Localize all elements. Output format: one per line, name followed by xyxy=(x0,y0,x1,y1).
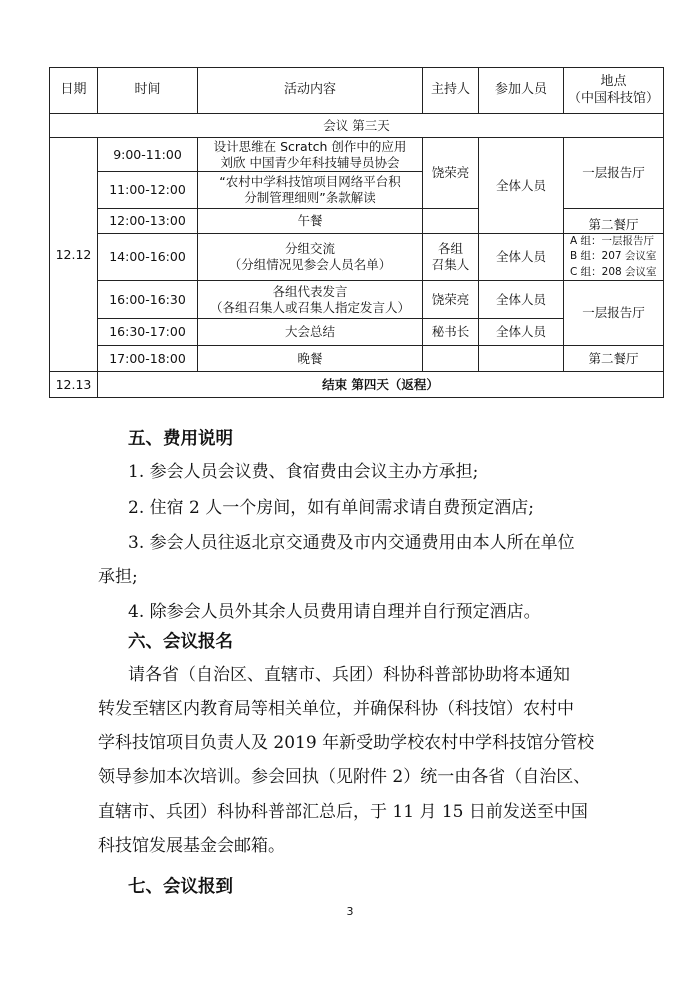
time-cell: 16:00-16:30 xyxy=(98,281,198,319)
time-cell: 11:00-12:00 xyxy=(98,172,198,209)
activity-cell: 分组交流 （分组情况见参会人员名单） xyxy=(198,234,423,281)
section6-line-3: 学科技馆项目负责人及 2019 年新受助学校农村中学科技馆分管校 xyxy=(98,733,595,753)
section5-item-2: 2. 住宿 2 人一个房间，如有单间需求请自费预定酒店; xyxy=(128,498,534,518)
time-cell: 17:00-18:00 xyxy=(98,346,198,372)
activity-cell: 午餐 xyxy=(198,209,423,234)
location-cell: 第二餐厅 xyxy=(564,346,664,372)
host-cell: 秘书长 xyxy=(423,319,479,346)
section5-item-1: 1. 参会人员会议费、食宿费由会议主办方承担; xyxy=(128,462,479,482)
section6-line-6: 科技馆发展基金会邮箱。 xyxy=(98,836,285,856)
section5-item-4: 4. 除参会人员外其余人员费用请自理并自行预定酒店。 xyxy=(128,602,541,622)
participants-cell-empty xyxy=(479,346,564,372)
table-row xyxy=(50,114,664,138)
time-cell: 9:00-11:00 xyxy=(98,138,198,172)
table-row xyxy=(50,372,664,398)
table-row xyxy=(50,138,664,172)
time-cell: 14:00-16:00 xyxy=(98,234,198,281)
location-cell: 一层报告厅 xyxy=(564,281,664,346)
host-cell: 饶荣亮 xyxy=(423,281,479,319)
participants-cell: 全体人员 xyxy=(479,234,564,281)
activity-cell: 各组代表发言 （各组召集人或召集人指定发言人） xyxy=(198,281,423,319)
section6-line-5: 直辖市、兵团）科协科普部汇总后，于 11 月 15 日前发送至中国 xyxy=(98,802,588,822)
table-row xyxy=(50,209,664,234)
section5-heading: 五、费用说明 xyxy=(128,429,233,449)
header-date: 日期 xyxy=(50,68,98,114)
schedule-table xyxy=(49,67,664,398)
table-header-row xyxy=(50,68,664,114)
header-host: 主持人 xyxy=(423,68,479,114)
time-cell: 16:30-17:00 xyxy=(98,319,198,346)
section6-line-2: 转发至辖区内教育局等相关单位，并确保科协（科技馆）农村中 xyxy=(98,699,574,719)
participants-cell: 全体人员 xyxy=(479,281,564,319)
header-location: 地点 （中国科技馆） xyxy=(564,68,664,114)
table-row xyxy=(50,234,664,281)
time-cell: 12:00-13:00 xyxy=(98,209,198,234)
page-number: 3 xyxy=(346,905,354,918)
activity-cell: 设计思维在 Scratch 创作中的应用 刘欣 中国青少年科技辅导员协会 xyxy=(198,138,423,172)
location-cell: 第二餐厅 xyxy=(564,209,664,234)
host-cell-empty xyxy=(423,209,479,234)
participants-cell: 全体人员 xyxy=(479,319,564,346)
table-row xyxy=(50,281,664,319)
activity-cell: 大会总结 xyxy=(198,319,423,346)
activity-cell: 晚餐 xyxy=(198,346,423,372)
host-cell: 饶荣亮 xyxy=(423,138,479,209)
header-participants: 参加人员 xyxy=(479,68,564,114)
section7-heading: 七、会议报到 xyxy=(128,877,233,897)
section6-heading: 六、会议报名 xyxy=(128,632,233,652)
host-cell: 各组 召集人 xyxy=(423,234,479,281)
section6-line-1: 请各省（自治区、直辖市、兵团）科协科普部协助将本通知 xyxy=(128,665,570,685)
header-activity: 活动内容 xyxy=(198,68,423,114)
section5-item-3: 3. 参会人员往返北京交通费及市内交通费用由本人所在单位 xyxy=(128,533,575,553)
location-cell: 一层报告厅 xyxy=(564,138,664,209)
section6-line-4: 领导参加本次培训。参会回执（见附件 2）统一由各省（自治区、 xyxy=(98,767,591,787)
date-cell: 12.12 xyxy=(50,138,98,372)
day3-title: 会议 第三天 xyxy=(50,114,664,138)
header-time: 时间 xyxy=(98,68,198,114)
location-cell-groups: A 组：一层报告厅 B 组：207 会议室 C 组：208 会议室 xyxy=(564,234,664,281)
host-cell-empty xyxy=(423,346,479,372)
activity-cell: “农村中学科技馆项目网络平台积 分制管理细则”条款解读 xyxy=(198,172,423,209)
table-row xyxy=(50,346,664,372)
participants-cell: 全体人员 xyxy=(479,138,564,234)
day4-title: 结束 第四天（返程） xyxy=(98,372,664,398)
section5-item-3-cont: 承担; xyxy=(98,567,138,587)
date-cell: 12.13 xyxy=(50,372,98,398)
